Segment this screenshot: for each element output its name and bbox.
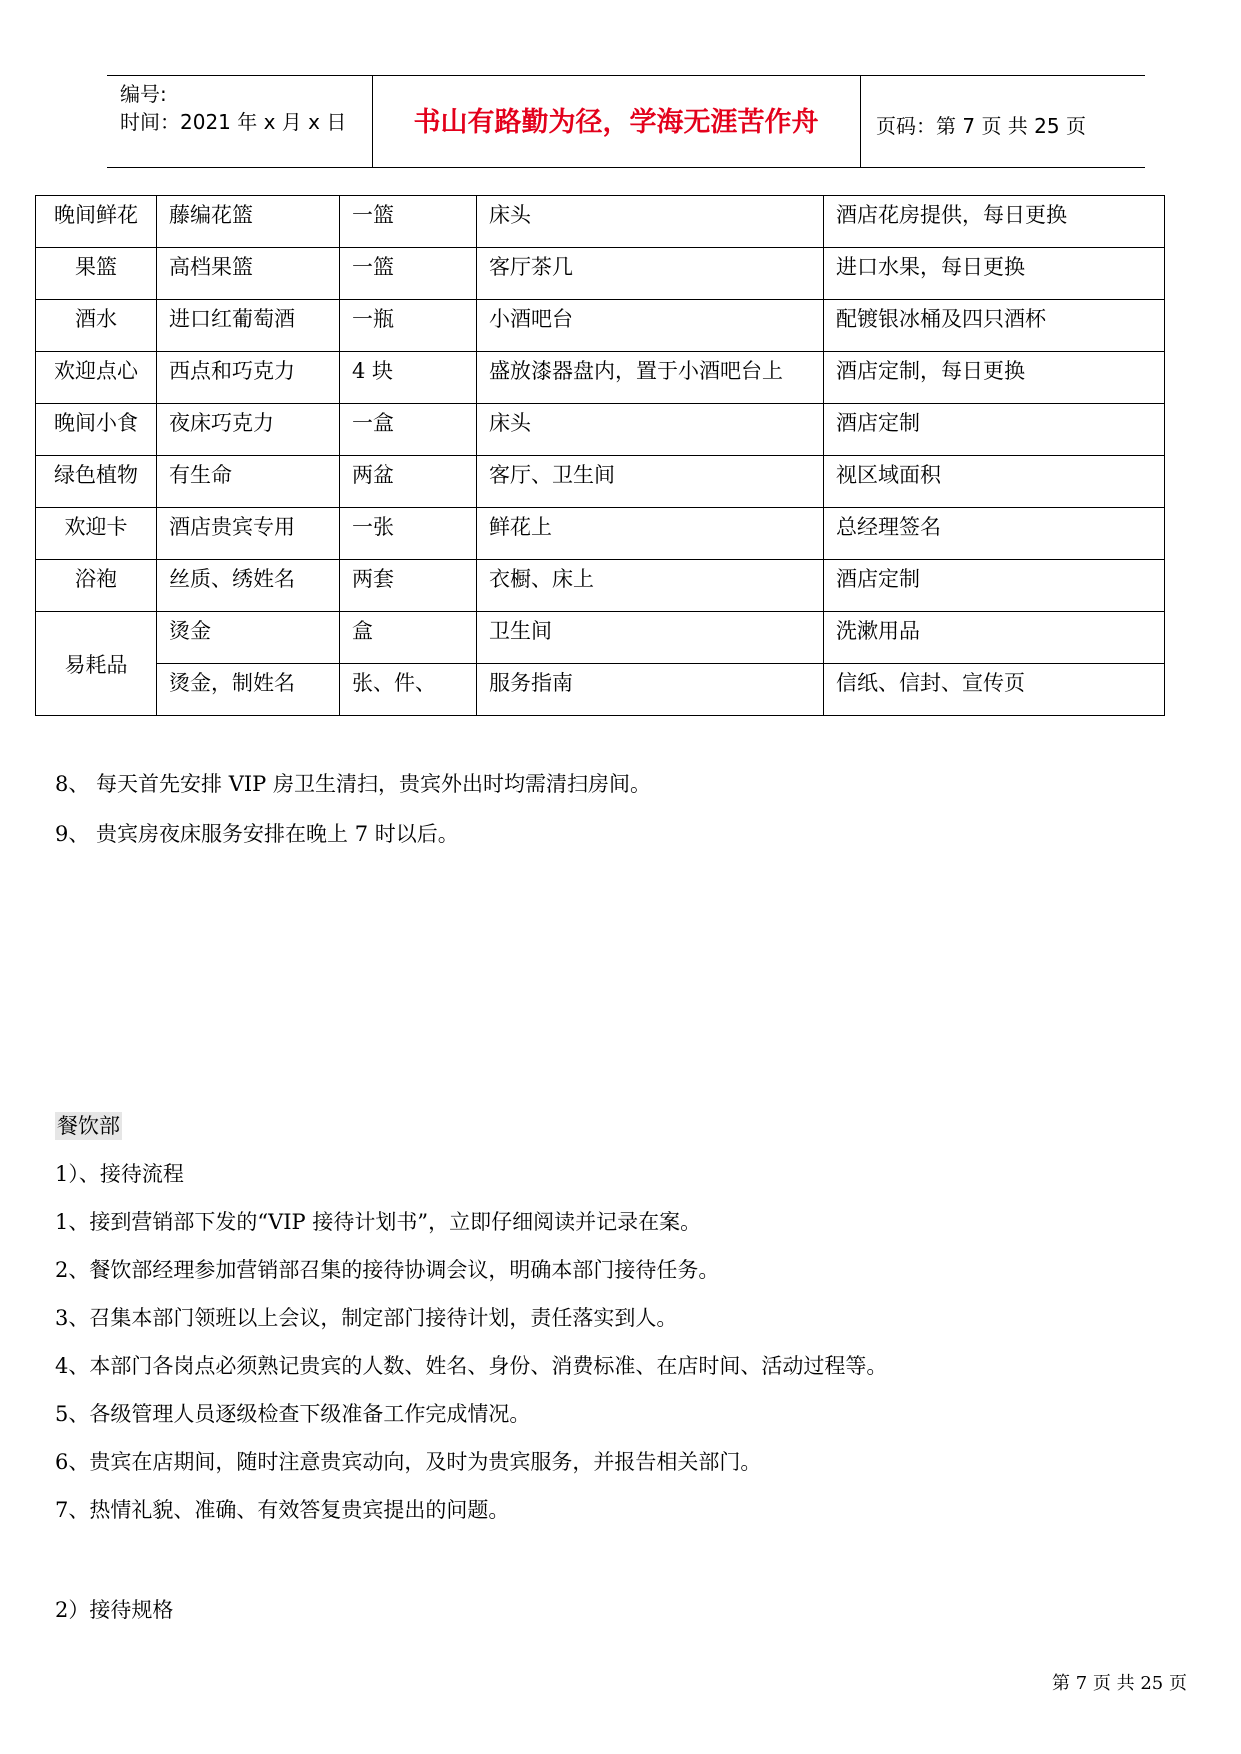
list-item: 6、贵宾在店期间，随时注意贵宾动向，及时为贵宾服务，并报告相关部门。 bbox=[55, 1450, 762, 1474]
consumables-label-cell: 易耗品 bbox=[36, 612, 157, 716]
header-meta bbox=[120, 80, 346, 136]
table-cell: 鲜花上 bbox=[477, 508, 824, 560]
table-cell: 酒店定制，每日更换 bbox=[824, 352, 1165, 404]
list-item: 3、召集本部门领班以上会议，制定部门接待计划，责任落实到人。 bbox=[55, 1306, 678, 1330]
table-cell: 床头 bbox=[477, 196, 824, 248]
table-cell: 夜床巧克力 bbox=[157, 404, 340, 456]
table-cell: 两套 bbox=[340, 560, 477, 612]
list-item: 4、本部门各岗点必须熟记贵宾的人数、姓名、身份、消费标准、在店时间、活动过程等。 bbox=[55, 1354, 888, 1378]
section-heading: 餐饮部 bbox=[57, 1114, 120, 1138]
table-cell: 有生命 bbox=[157, 456, 340, 508]
page-footer: 第 7 页 共 25 页 bbox=[1052, 1673, 1187, 1694]
table-cell: 卫生间 bbox=[477, 612, 824, 664]
table-row bbox=[36, 664, 1165, 716]
vip-amenities-table bbox=[35, 195, 1165, 716]
table-cell: 两盆 bbox=[340, 456, 477, 508]
table-row bbox=[36, 196, 1165, 248]
table-cell: 一瓶 bbox=[340, 300, 477, 352]
table-cell: 盛放漆器盘内，置于小酒吧台上 bbox=[477, 352, 824, 404]
table-cell: 进口水果，每日更换 bbox=[824, 248, 1165, 300]
table-cell: 酒店定制 bbox=[824, 404, 1165, 456]
table-row bbox=[36, 404, 1165, 456]
table-cell: 丝质、绣姓名 bbox=[157, 560, 340, 612]
table-cell: 服务指南 bbox=[477, 664, 824, 716]
table-cell: 一盒 bbox=[340, 404, 477, 456]
table-cell: 西点和巧克力 bbox=[157, 352, 340, 404]
list-item: 9、 贵宾房夜床服务安排在晚上 7 时以后。 bbox=[55, 822, 459, 846]
subheading-reception-flow: 1）、接待流程 bbox=[55, 1162, 184, 1186]
table-cell: 视区域面积 bbox=[824, 456, 1165, 508]
table-cell: 烫金 bbox=[157, 612, 340, 664]
table-cell: 床头 bbox=[477, 404, 824, 456]
table-cell: 衣橱、床上 bbox=[477, 560, 824, 612]
table-cell: 藤编花篮 bbox=[157, 196, 340, 248]
list-item: 2、餐饮部经理参加营销部召集的接待协调会议，明确本部门接待任务。 bbox=[55, 1258, 720, 1282]
list-item: 1、接到营销部下发的“VIP 接待计划书”，立即仔细阅读并记录在案。 bbox=[55, 1210, 702, 1234]
table-cell: 客厅茶几 bbox=[477, 248, 824, 300]
table-cell: 一篮 bbox=[340, 248, 477, 300]
table-cell: 盒 bbox=[340, 612, 477, 664]
table-cell: 绿色植物 bbox=[36, 456, 157, 508]
table-row bbox=[36, 248, 1165, 300]
table-cell: 欢迎卡 bbox=[36, 508, 157, 560]
section-heading-wrap bbox=[55, 1110, 122, 1140]
header-top-rule bbox=[107, 75, 1145, 76]
table-cell: 张、件、 bbox=[340, 664, 477, 716]
table-cell: 高档果篮 bbox=[157, 248, 340, 300]
table-row bbox=[36, 508, 1165, 560]
document-time-label: 时间：2021 年 x 月 x 日 bbox=[120, 110, 347, 134]
header-bottom-rule bbox=[107, 167, 1145, 168]
table-cell: 欢迎点心 bbox=[36, 352, 157, 404]
table-cell: 酒店定制 bbox=[824, 560, 1165, 612]
document-number-label: 编号: bbox=[120, 82, 167, 106]
table-row bbox=[36, 612, 1165, 664]
table-cell: 晚间鲜花 bbox=[36, 196, 157, 248]
table-cell: 酒水 bbox=[36, 300, 157, 352]
header-divider-right bbox=[860, 75, 861, 167]
table-row bbox=[36, 560, 1165, 612]
header-motto: 书山有路勤为径，学海无涯苦作舟 bbox=[413, 107, 819, 138]
table-cell: 总经理签名 bbox=[824, 508, 1165, 560]
table-cell: 果篮 bbox=[36, 248, 157, 300]
table-row bbox=[36, 456, 1165, 508]
table-cell: 酒店花房提供，每日更换 bbox=[824, 196, 1165, 248]
table-cell: 客厅、卫生间 bbox=[477, 456, 824, 508]
table-cell: 4 块 bbox=[340, 352, 477, 404]
table-cell: 小酒吧台 bbox=[477, 300, 824, 352]
table-row bbox=[36, 352, 1165, 404]
table-cell: 洗漱用品 bbox=[824, 612, 1165, 664]
list-item: 8、 每天首先安排 VIP 房卫生清扫，贵宾外出时均需清扫房间。 bbox=[55, 772, 651, 796]
table-cell: 晚间小食 bbox=[36, 404, 157, 456]
table-row bbox=[36, 300, 1165, 352]
table-cell: 配镀银冰桶及四只酒杯 bbox=[824, 300, 1165, 352]
table-cell: 一张 bbox=[340, 508, 477, 560]
table-cell: 酒店贵宾专用 bbox=[157, 508, 340, 560]
list-item: 5、各级管理人员逐级检查下级准备工作完成情况。 bbox=[55, 1402, 531, 1426]
table-cell: 烫金，制姓名 bbox=[157, 664, 340, 716]
table-cell: 浴袍 bbox=[36, 560, 157, 612]
subheading-reception-spec: 2）接待规格 bbox=[55, 1598, 174, 1622]
table-cell: 一篮 bbox=[340, 196, 477, 248]
table-cell: 信纸、信封、宣传页 bbox=[824, 664, 1165, 716]
header-page-label: 页码：第 7 页 共 25 页 bbox=[876, 114, 1086, 138]
list-item: 7、热情礼貌、准确、有效答复贵宾提出的问题。 bbox=[55, 1498, 510, 1522]
table-cell: 进口红葡萄酒 bbox=[157, 300, 340, 352]
